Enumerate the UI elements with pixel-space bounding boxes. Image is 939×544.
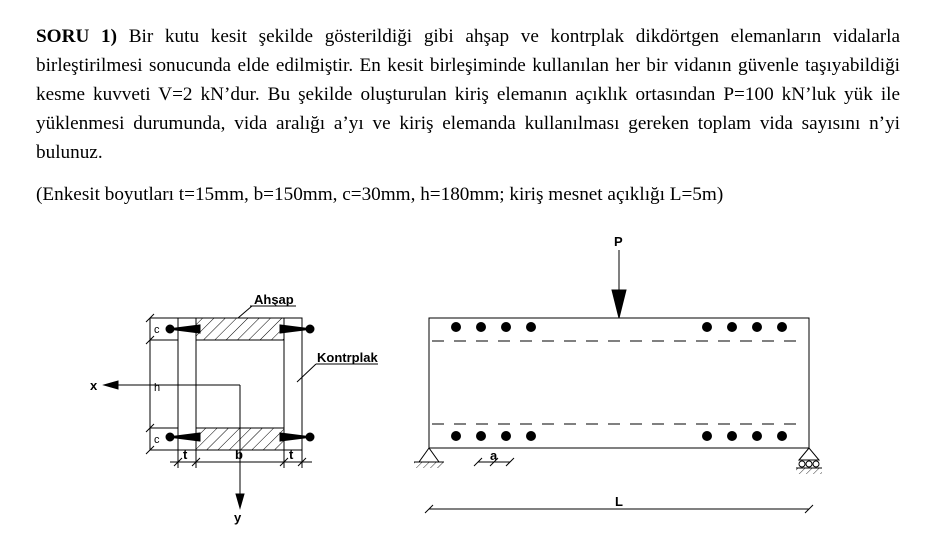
roller-support <box>799 448 819 460</box>
cross-section <box>104 306 378 508</box>
beam-outline <box>429 318 809 448</box>
beam-screws <box>451 322 787 441</box>
screw-dot <box>501 431 511 441</box>
label-x: x <box>90 378 98 393</box>
plywood-right <box>284 318 302 450</box>
screw-dot <box>476 431 486 441</box>
screw-dot <box>727 431 737 441</box>
plywood-left <box>178 318 196 450</box>
load-arrow <box>612 290 626 318</box>
screw-dot <box>777 322 787 332</box>
screw-dot <box>702 322 712 332</box>
screw-dot <box>777 431 787 441</box>
label-t-right: t <box>289 447 294 462</box>
screw-dot <box>451 322 461 332</box>
pin-support <box>419 448 439 462</box>
screw-dot <box>501 322 511 332</box>
screw-dot <box>702 431 712 441</box>
label-y: y <box>234 510 242 525</box>
label-c-top: c <box>154 324 160 336</box>
screw-dot <box>526 431 536 441</box>
label-b: b <box>235 447 243 462</box>
label-wood: Ahşap <box>254 292 294 307</box>
screw-dot <box>727 322 737 332</box>
screw-dot <box>526 322 536 332</box>
screw-dot <box>752 431 762 441</box>
label-plywood: Kontrplak <box>317 350 378 365</box>
label-a: a <box>490 448 498 463</box>
screw-dot <box>451 431 461 441</box>
problem-heading: SORU 1) <box>36 26 117 47</box>
wood-top <box>196 318 284 340</box>
dimensions-note: (Enkesit boyutları t=15mm, b=150mm, c=30mm, h=180mm; kiriş mesnet açıklığı L=5m) <box>36 184 724 205</box>
label-c-bottom: c <box>154 434 160 446</box>
beam <box>414 250 822 513</box>
label-L: L <box>615 494 623 509</box>
problem-text: Bir kutu kesit şekilde gösterildiği gibi ahşap ve kontrplak dikdörtgen elemanların vidalarla birleştirilmesi sonucunda elde edilmiştir. En kesit birleşiminde kullanılan her bir vidanın güvenle taşıyabildiği kesme kuvveti V=2 kN’dur. Bu şekilde oluşturulan kiriş elemanın açıklık ortasından P=100 kN’luk yük ile yüklenmesi durumunda, vida aralığı a’yı ve kiriş elemanda kullanılması gereken toplam vida sayısını n’yi bulunuz. <box>36 26 900 163</box>
screw-dot <box>752 322 762 332</box>
screw-dot <box>476 322 486 332</box>
label-h: h <box>154 382 161 394</box>
label-t-left: t <box>183 447 188 462</box>
label-P: P <box>614 234 623 249</box>
